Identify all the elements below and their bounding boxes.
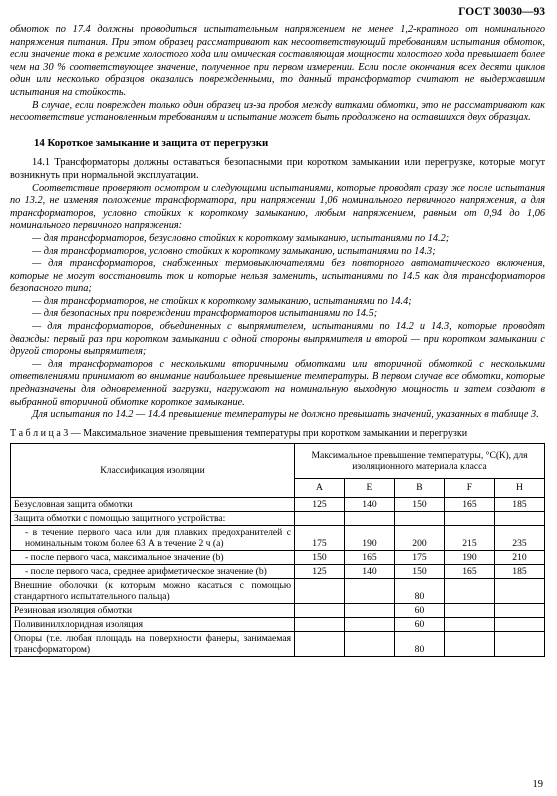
table-row: [11, 631, 545, 656]
row-value-b: 175: [394, 550, 444, 564]
row-value-e: [344, 578, 394, 603]
row-value-a: 125: [295, 497, 345, 511]
table-header-row: [11, 443, 545, 478]
list-item: — для трансформаторов, условно стойких к короткому замыканию, испытаниями по 14.3;: [32, 245, 436, 257]
class-f: F: [444, 478, 494, 497]
row-value-f: 190: [444, 550, 494, 564]
row-value-f: 215: [444, 525, 494, 550]
paragraph-14-1: 14.1 Трансформаторы должны оставаться безопасными при коротком замыкании или перегрузке, которые могут возникнуть при нормальной эксплуатации.: [10, 157, 545, 181]
test-list: [10, 233, 545, 409]
row-value-h: 185: [494, 497, 544, 511]
page-number: 19: [532, 779, 543, 790]
paragraph-single-sample: В случае, если поврежден только один образец из-за пробоя между витками обмотки, это не рассматривают как несоответствие установленным требованиям и испытание может быть продолжено на оставшихся двух образцах.: [10, 99, 545, 124]
list-item: — для трансформаторов, снабженных термовыключателями без повторного автоматического включения, которые не могут восстановить ток и которые нельзя заменить, испытаниями по 14.5 как для трансформаторов безопасного типа;: [10, 258, 545, 295]
paragraph-final: Для испытания по 14.2 — 14.4 превышение температуры не должно превышать значений, указанных в таблице 3.: [32, 409, 539, 421]
row-value-e: 165: [344, 550, 394, 564]
row-value-b: 150: [394, 497, 444, 511]
class-h: H: [494, 478, 544, 497]
row-value-a: [295, 631, 345, 656]
table-row: [11, 511, 545, 525]
paragraph-compliance-check: Соответствие проверяют осмотром и следующими испытаниями, которые проводят сразу же после испытания по 13.2, не изменяя положение трансформатора, при напряжении 1,06 номинального первичного напряжения, а для трансформаторов, условно стойких к короткому замыканию, любым напряжением, равным от 0,94 до 1,06 номинального первичного напряжения:: [10, 182, 545, 232]
section-heading: 14 Короткое замыкание и защита от перегрузки: [34, 136, 269, 149]
row-value-f: 165: [444, 564, 494, 578]
paragraph-continued: обмоток по 17.4 должны проводиться испытательным напряжением не менее 1,2-кратного от номинального напряжения питания. При этом образец рассматривают как несоответствующий требованиям испытания обмоток, если значение тока в режиме холостого хода или омическая составляющая мощности холостого хода превышает более чем на 30 % соответствующее значение, полученное при первом измерении. Если после окончания всех десяти циклов один или несколько образцов оказались поврежденными, то данный трансформатор считают не выдержавшим испытания на стойкость.: [10, 24, 545, 98]
list-item: — для трансформаторов, объединенных с выпрямителем, испытаниями по 14.2 и 14.3, которые проводят дважды: первый раз при коротком замыкании с одной стороны выпрямителя и второй — при коротком замыкании с другой стороны выпрямителя;: [10, 321, 545, 358]
row-value-b: 150: [394, 564, 444, 578]
row-value-e: [344, 511, 394, 525]
table-caption: Т а б л и ц а 3 — Максимальное значение превышения температуры при коротком замыкании и перегрузки: [10, 427, 468, 439]
row-value-h: [494, 603, 544, 617]
row-value-h: 210: [494, 550, 544, 564]
row-value-e: 190: [344, 525, 394, 550]
row-label: Поливинилхлоридная изоляция: [11, 617, 295, 631]
row-value-b: 80: [394, 631, 444, 656]
row-value-e: [344, 631, 394, 656]
row-value-a: 150: [295, 550, 345, 564]
row-value-b: 200: [394, 525, 444, 550]
list-item: — для трансформаторов с несколькими вторичными обмотками или вторичной обмоткой с несколькими ответвлениями принимают во внимание наибольшее превышение температуры. В первом случае все обмотки, которые предназначены для одновременной загрузки, нагружают на номинальную выходную мощность и затем создают в выбранной вторичной обмотке короткое замыкание.: [10, 358, 545, 408]
row-label: - после первого часа, максимальное значение (b): [11, 550, 295, 564]
table-row: [11, 564, 545, 578]
table-row: [11, 617, 545, 631]
row-value-e: [344, 617, 394, 631]
row-value-a: 175: [295, 525, 345, 550]
row-label: - после первого часа, среднее арифметическое значение (b): [11, 564, 295, 578]
row-value-b: 60: [394, 617, 444, 631]
class-a: A: [295, 478, 345, 497]
row-label: Безусловная защита обмотки: [11, 497, 295, 511]
row-label: Резиновая изоляция обмотки: [11, 603, 295, 617]
row-value-h: [494, 631, 544, 656]
page-body: [10, 24, 545, 657]
row-value-h: 235: [494, 525, 544, 550]
row-value-f: 165: [444, 497, 494, 511]
row-label: Опоры (т.е. любая площадь на поверхности фанеры, занимаемая трансформатором): [11, 631, 295, 656]
document-code: ГОСТ 30030—93: [458, 6, 545, 18]
header-classification: Классификация изоляции: [11, 443, 295, 497]
table-row: [11, 497, 545, 511]
row-label: Защита обмотки с помощью защитного устройства:: [11, 511, 295, 525]
table-row: [11, 603, 545, 617]
row-value-e: 140: [344, 497, 394, 511]
row-value-b: 80: [394, 578, 444, 603]
row-value-f: [444, 511, 494, 525]
class-e: E: [344, 478, 394, 497]
row-value-h: [494, 511, 544, 525]
table-row: [11, 578, 545, 603]
list-item: — для трансформаторов, безусловно стойких к короткому замыканию, испытаниями по 14.2;: [32, 232, 450, 244]
row-value-e: 140: [344, 564, 394, 578]
row-value-a: [295, 617, 345, 631]
row-label: - в течение первого часа или для плавких предохранителей с номинальным током более 63 А в течение 2 ч (a): [11, 525, 295, 550]
row-value-a: [295, 511, 345, 525]
class-b: B: [394, 478, 444, 497]
row-value-h: 185: [494, 564, 544, 578]
row-value-f: [444, 603, 494, 617]
row-value-b: 60: [394, 603, 444, 617]
table-body: [11, 497, 545, 656]
table-row: [11, 525, 545, 550]
row-value-e: [344, 603, 394, 617]
header-max-rise: Максимальное превышение температуры, °С(К), для изоляционного материала класса: [295, 443, 545, 478]
row-value-a: [295, 578, 345, 603]
list-item: — для трансформаторов, не стойких к короткому замыканию, испытаниями по 14.4;: [32, 295, 412, 307]
row-value-f: [444, 631, 494, 656]
row-value-a: 125: [295, 564, 345, 578]
row-value-a: [295, 603, 345, 617]
row-value-h: [494, 578, 544, 603]
list-item: — для безопасных при повреждении трансформаторов испытаниями по 14.5;: [32, 308, 378, 320]
row-value-b: [394, 511, 444, 525]
row-value-h: [494, 617, 544, 631]
row-label: Внешние оболочки (к которым можно касаться с помощью стандартного испытательного пальца): [11, 578, 295, 603]
row-value-f: [444, 578, 494, 603]
table-row: [11, 550, 545, 564]
row-value-f: [444, 617, 494, 631]
temperature-table: [10, 443, 545, 657]
